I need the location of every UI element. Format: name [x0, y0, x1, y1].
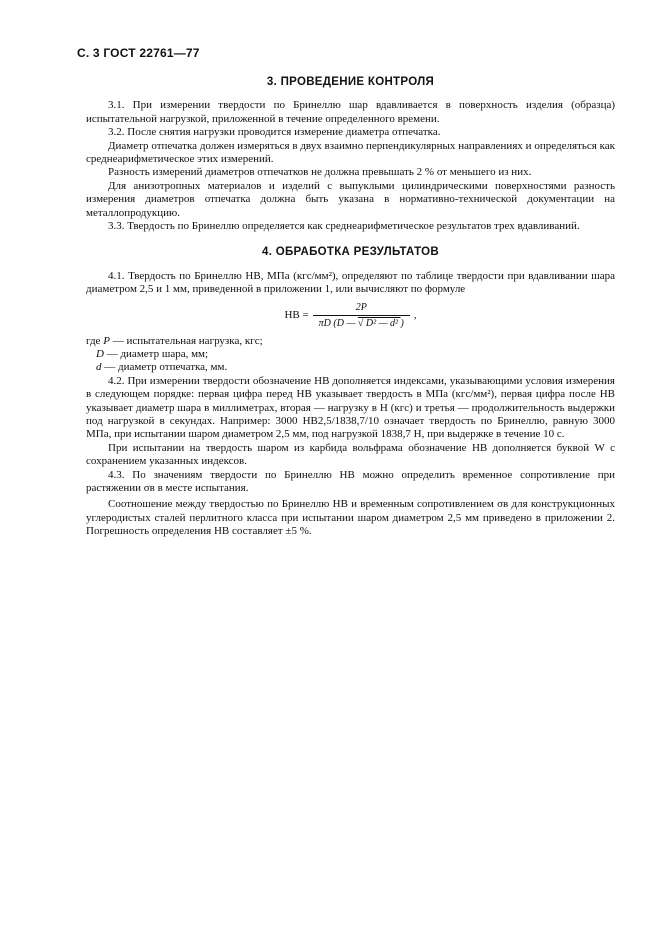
where-prefix: где [86, 334, 104, 347]
paragraph-4-1: 4.1. Твердость по Бринеллю НВ, МПа (кгс/мм²), определяют по таблице твердости при вдавливании шара диаметром 2,5 и 1 мм, приведенной в приложении 1, или вычисляют по формуле [86, 269, 615, 296]
where-var: d [96, 361, 102, 374]
paragraph-4-3-relation: Соотношение между твердостью по Бринеллю НВ и временным сопротивлением σв для конструкционных углеродистых сталей перлитного класса при испытании шаром диаметром 2,5 мм приведено в приложении 2. Погрешность определения НВ составляет ±5 %. [86, 498, 615, 538]
formula-denominator [313, 315, 410, 330]
formula-numerator: 2P [355, 301, 367, 313]
section-3-title: 3. ПРОВЕДЕНИЕ КОНТРОЛЯ [266, 76, 435, 88]
section-4-title: 4. ОБРАБОТКА РЕЗУЛЬТАТОВ [262, 246, 439, 259]
where-var: Р [103, 334, 110, 347]
page-header: С. 3 ГОСТ 22761—77 [77, 46, 200, 60]
where-item-ball-diameter [86, 348, 615, 361]
paragraph-4-2-tungsten: При испытании на твердость шаром из карбида вольфрама обозначение НВ дополняется буквой W с сохранением указанных индексов. [86, 441, 615, 468]
paragraph-3-2-diameter: Диаметр отпечатка должен измеряться в двух взаимно перпендикулярных направлениях и определяться как среднеарифметическое этих измерений. [86, 139, 615, 166]
formula-denominator-prefix: πD (D — [318, 318, 358, 330]
formula-denominator-suffix: ) [400, 318, 404, 330]
paragraph-3-3: 3.3. Твердость по Бринеллю определяется как среднеарифметическое результатов трех вдавливаний. [108, 220, 580, 233]
where-var: D [96, 347, 104, 360]
paragraph-3-2-difference: Разность измерений диаметров отпечатков не должна превышать 2 % от меньшего из них. [108, 166, 532, 179]
formula-tail: , [413, 308, 417, 321]
where-text: — диаметр отпечатка, мм. [101, 361, 228, 374]
paragraph-4-2: 4.2. При измерении твердости обозначение НВ дополняется индексами, указывающими условия измерения в следующем порядке: первая цифра перед НВ указывает твердость в МПа (кгс/мм²), первая цифра после НВ указывает диаметр шара в миллиметрах, вторая — нагрузку в Н (кгс) и третья — продолжительность выдержки под нагрузкой в секундах. Например: 3000 НВ2,5/1838,7/10 означает твердость по Бринеллю, равную 3000 МПа, при испытании шаром диаметром 2,5 мм, под нагрузкой 1838,7 Н, при выдержке в течение 10 с. [86, 374, 615, 441]
where-item-load [86, 335, 615, 348]
paragraph-4-3: 4.3. По значениям твердости по Бринеллю НВ можно определить временное сопротивление при растяжении σв в месте испытания. [86, 468, 615, 494]
where-item-indent-diameter [86, 361, 615, 374]
where-text: — диаметр шара, мм; [103, 347, 209, 360]
paragraph-3-2: 3.2. После снятия нагрузки проводится измерение диаметра отпечатка. [108, 126, 441, 139]
document-body [86, 76, 615, 539]
formula-lhs: НВ = [284, 308, 309, 321]
where-text: — испытательная нагрузка, кгс; [109, 334, 263, 347]
paragraph-3-1: 3.1. При измерении твердости по Бринеллю шар вдавливается в поверхность изделия (образца) испытательной нагрузкой, приложенной в течение определенного времени. [86, 99, 615, 125]
brinell-formula [86, 301, 615, 331]
formula-radical: √ D² — d² [357, 318, 401, 330]
paragraph-3-2-anisotropic: Для анизотропных материалов и изделий с выпуклыми цилиндрическими поверхностями разность измерения диаметров отпечатка должна быть указана в нормативно-технической документации на металлопродукцию. [86, 179, 615, 219]
formula-fraction [313, 301, 410, 331]
